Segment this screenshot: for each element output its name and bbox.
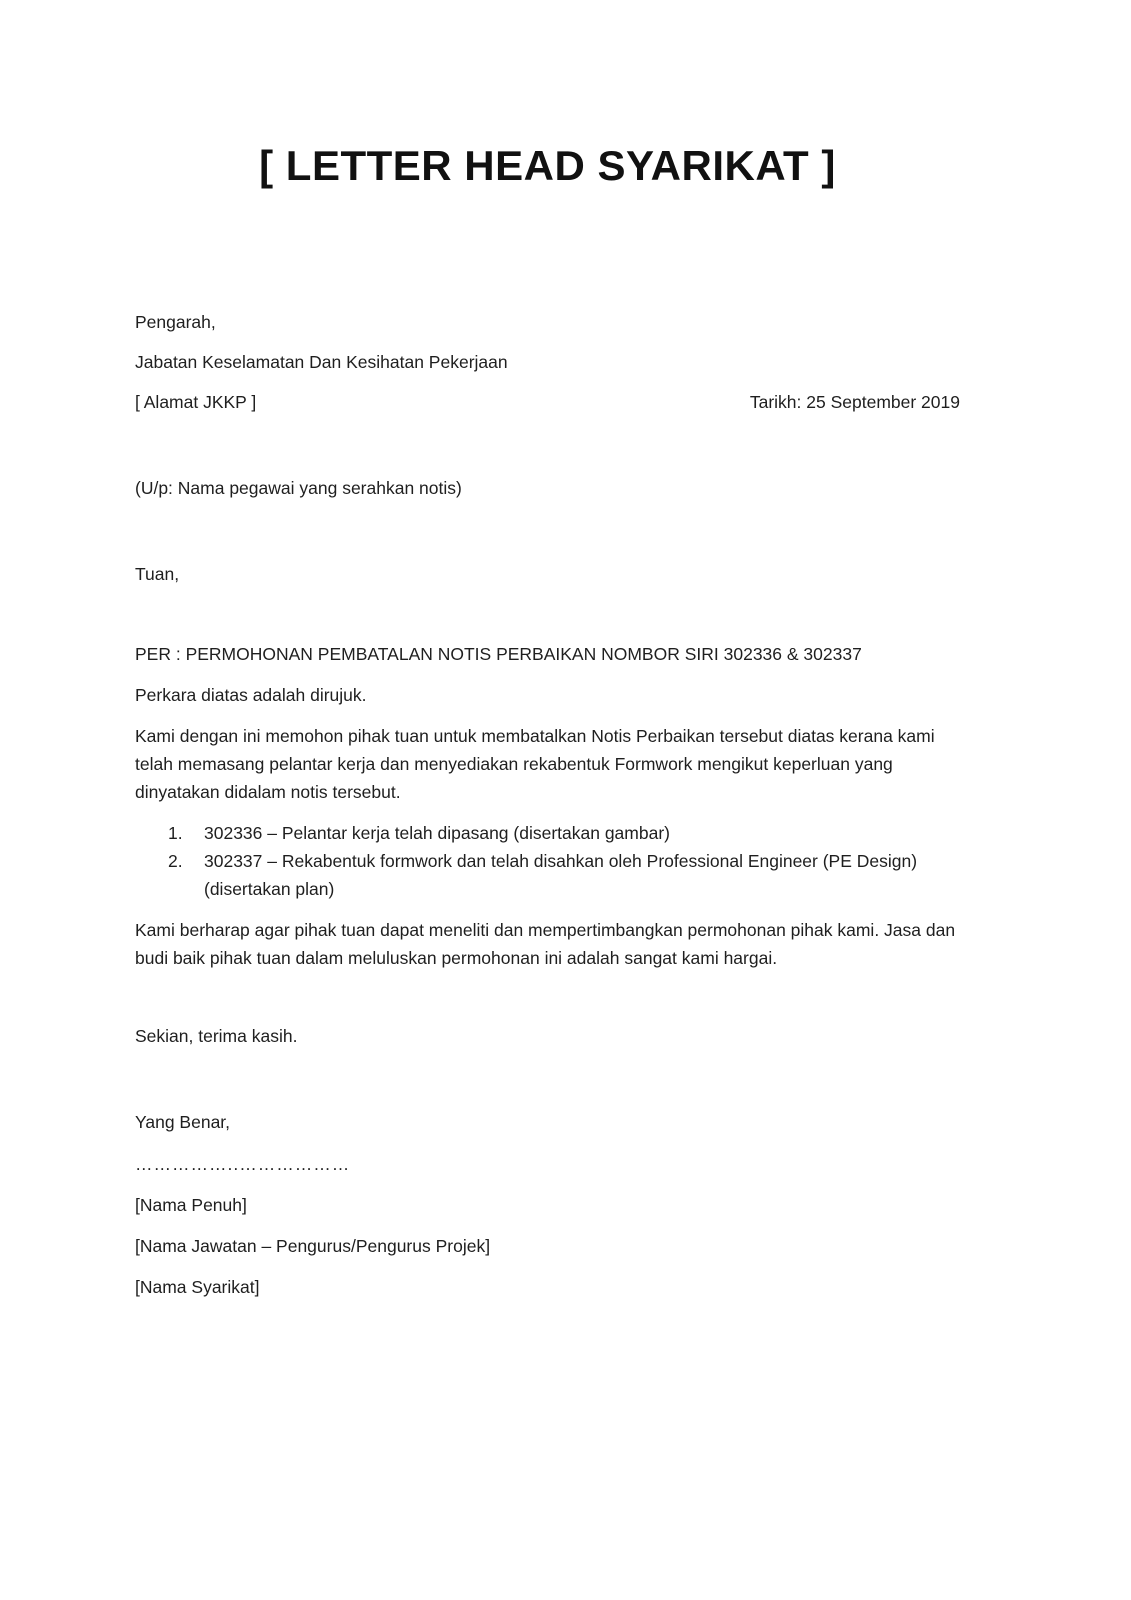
salutation: Tuan,	[135, 564, 180, 584]
signoff-line: Yang Benar,	[135, 1112, 231, 1132]
signature-dotted-line: ……………..………………	[135, 1154, 351, 1174]
list-item	[135, 819, 960, 847]
recipient-address-block	[135, 308, 960, 428]
list-item-number: 1.	[168, 823, 183, 843]
address-date-row	[135, 388, 960, 428]
letter-date: Tarikh: 25 September 2019	[749, 392, 960, 412]
attention-line: (U/p: Nama pegawai yang serahkan notis)	[135, 478, 462, 498]
list-item-text: 302336 – Pelantar kerja telah dipasang (disertakan gambar)	[204, 823, 670, 843]
subject-line: PER : PERMOHONAN PEMBATALAN NOTIS PERBAIKAN NOMBOR SIRI 302336 & 302337	[135, 644, 862, 664]
recipient-line-3: [ Alamat JKKP ]	[135, 392, 257, 412]
paragraph-request: Kami dengan ini memohon pihak tuan untuk membatalkan Notis Perbaikan tersebut diatas kerana kami telah memasang pelantar kerja dan menyediakan rekabentuk Formwork mengikut keperluan yang dinyatakan didalam notis tersebut.	[135, 726, 935, 802]
letterhead-title: [ LETTER HEAD SYARIKAT ]	[259, 142, 836, 189]
paragraph-appreciation: Kami berharap agar pihak tuan dapat meneliti dan mempertimbangkan permohonan pihak kami. Jasa dan budi baik pihak tuan dalam meluluskan permohonan ini adalah sangat kami hargai.	[135, 920, 956, 968]
recipient-line-1: Pengarah,	[135, 312, 216, 332]
signature-block	[135, 1191, 960, 1301]
signatory-company-placeholder: [Nama Syarikat]	[135, 1277, 260, 1297]
list-item-text: 302337 – Rekabentuk formwork dan telah disahkan oleh Professional Engineer (PE Design) (disertakan plan)	[204, 851, 918, 899]
notice-list	[135, 819, 960, 903]
list-item-number: 2.	[168, 851, 183, 871]
closing-line: Sekian, terima kasih.	[135, 1026, 298, 1046]
list-item	[135, 847, 960, 903]
signatory-name-placeholder: [Nama Penuh]	[135, 1195, 247, 1215]
recipient-line-2: Jabatan Keselamatan Dan Kesihatan Pekerjaan	[135, 352, 508, 372]
signatory-title-placeholder: [Nama Jawatan – Pengurus/Pengurus Projek]	[135, 1236, 491, 1256]
paragraph-reference: Perkara diatas adalah dirujuk.	[135, 685, 367, 705]
